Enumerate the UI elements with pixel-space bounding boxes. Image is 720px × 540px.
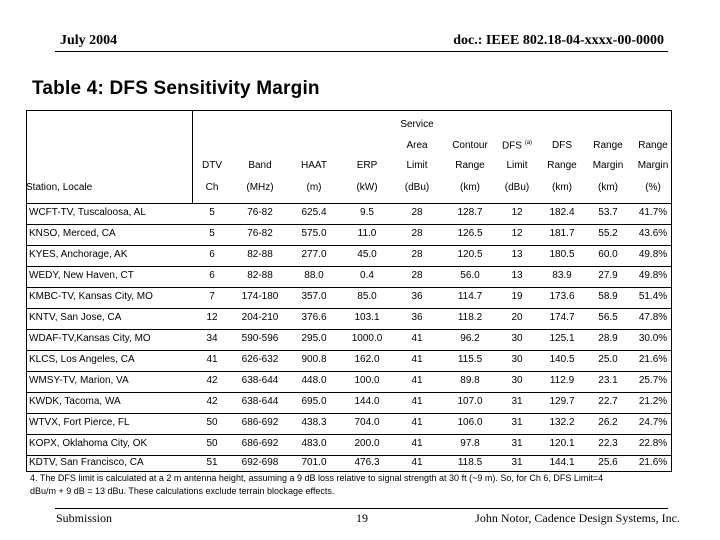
cell-ch: 51 [206,457,218,468]
cell-dfs-limit: 12 [511,207,523,218]
cell-band: 82-88 [247,270,273,281]
hdr-mhz: (MHz) [246,182,274,193]
hdr-dfs-a-sup: (a) [524,140,533,146]
cell-station: WTVX, Fort Pierce, FL [29,417,130,428]
cell-area: 36 [411,312,423,323]
cell-area: 41 [411,333,423,344]
cell-dfs-range: 144.1 [549,457,575,468]
hdr-dfs-a [492,140,542,151]
row-divider [27,224,671,225]
cell-range-margin-km: 58.9 [598,291,618,302]
cell-contour: 97.8 [460,438,480,449]
cell-band: 82-88 [247,249,273,260]
cell-area: 28 [411,207,423,218]
cell-ch: 6 [209,249,215,260]
cell-erp: 100.0 [354,375,380,386]
cell-dfs-range: 174.7 [549,312,575,323]
cell-area: 28 [411,228,423,239]
cell-dfs-range: 173.6 [549,291,575,302]
table-row [27,287,671,308]
cell-dfs-range: 180.5 [549,249,575,260]
cell-station: WMSY-TV, Marion, VA [29,375,129,386]
hdr-pct: (%) [645,182,661,193]
cell-band: 76-82 [247,207,273,218]
cell-haat: 575.0 [301,228,327,239]
cell-range-margin-km: 22.3 [598,438,618,449]
cell-ch: 6 [209,270,215,281]
cell-area: 41 [411,396,423,407]
table-row [27,434,671,455]
table-row [27,266,671,287]
cell-haat: 448.0 [301,375,327,386]
cell-haat: 483.0 [301,438,327,449]
cell-ch: 42 [206,396,218,407]
row-divider [27,371,671,372]
cell-band: 626-632 [241,354,279,365]
cell-haat: 701.0 [301,457,327,468]
cell-erp: 9.5 [360,207,374,218]
hdr-range2: Range [638,140,668,151]
row-divider [27,455,671,456]
cell-contour: 96.2 [460,333,480,344]
cell-contour: 126.5 [457,228,483,239]
footer-rule [55,508,668,509]
cell-erp: 704.0 [354,417,380,428]
hdr-contour: Contour [452,140,488,151]
cell-ch: 12 [206,312,218,323]
cell-band: 174-180 [241,291,279,302]
cell-dfs-limit: 13 [511,270,523,281]
cell-range-margin-pct: 24.7% [638,417,668,428]
cell-range-margin-pct: 21.2% [638,396,668,407]
row-divider [27,392,671,393]
cell-band: 638-644 [241,375,279,386]
cell-ch: 41 [206,354,218,365]
cell-ch: 50 [206,417,218,428]
cell-station: KNTV, San Jose, CA [29,312,122,323]
cell-station: WCFT-TV, Tuscaloosa, AL [29,207,146,218]
cell-station: WDAF-TV,Kansas City, MO [29,333,151,344]
row-divider [27,350,671,351]
cell-range-margin-pct: 25.7% [638,375,668,386]
cell-band: 204-210 [241,312,279,323]
header-rule [55,51,668,52]
cell-dfs-limit: 31 [511,457,523,468]
table-row [27,371,671,392]
cell-range-margin-km: 27.9 [598,270,618,281]
cell-station: KMBC-TV, Kansas City, MO [29,291,153,302]
cell-erp: 162.0 [354,354,380,365]
table-title: Table 4: DFS Sensitivity Margin [32,78,320,99]
cell-range-margin-km: 25.6 [598,457,618,468]
cell-station: KDTV, San Francisco, CA [29,457,144,468]
cell-station: WEDY, New Haven, CT [29,270,134,281]
hdr-range: Range [455,160,485,171]
cell-erp: 476.3 [354,457,380,468]
table-row [27,245,671,266]
header-date: July 2004 [60,33,118,48]
table-row [27,329,671,350]
cell-dfs-range: 112.9 [549,375,575,386]
cell-haat: 695.0 [301,396,327,407]
footnote [30,472,690,498]
hdr-km2: (km) [552,182,572,193]
table-row [27,455,671,471]
footer-page-number: 19 [356,511,368,525]
cell-dfs-range: 120.1 [549,438,575,449]
cell-haat: 357.0 [301,291,327,302]
hdr-dfs: DFS [552,140,572,151]
cell-dfs-range: 182.4 [549,207,575,218]
hdr-dfs-a-text: DFS [501,140,522,152]
cell-band: 76-82 [247,228,273,239]
cell-erp: 144.0 [354,396,380,407]
cell-haat: 376.6 [301,312,327,323]
cell-dfs-limit: 31 [511,396,523,407]
cell-dfs-range: 140.5 [549,354,575,365]
cell-range-margin-pct: 47.8% [638,312,668,323]
cell-station: KYES, Anchorage, AK [29,249,128,260]
cell-area: 41 [411,354,423,365]
cell-area: 28 [411,270,423,281]
table-row [27,203,671,224]
hdr-km3: (km) [598,182,618,193]
cell-range-margin-km: 56.5 [598,312,618,323]
dfs-table [26,110,672,472]
cell-erp: 0.4 [360,270,374,281]
table-row [27,308,671,329]
cell-dfs-limit: 31 [511,438,523,449]
cell-range-margin-pct: 21.6% [638,354,668,365]
cell-dfs-limit: 30 [511,354,523,365]
cell-contour: 56.0 [460,270,480,281]
hdr-limit1: Limit [406,160,428,171]
cell-range-margin-km: 22.7 [598,396,618,407]
cell-band: 638-644 [241,396,279,407]
cell-erp: 200.0 [354,438,380,449]
footnote-line-2: dBu/m + 9 dB = 13 dBu. These calculations exclude terrain blockage effects. [30,486,335,496]
cell-contour: 115.5 [457,354,483,365]
cell-area: 36 [411,291,423,302]
cell-dfs-limit: 30 [511,375,523,386]
hdr-station: Station, Locale [26,182,93,193]
hdr-dbu2: (dBu) [504,182,530,193]
cell-station: KNSO, Merced, CA [29,228,116,239]
cell-range-margin-pct: 22.8% [638,438,668,449]
footnote-line-1: 4. The DFS limit is calculated at a 2 m antenna height, assuming a 9 dB loss relative to signal strength at 30 ft (~9 m). So, for Ch 6, DFS Limit=4 [30,473,604,483]
cell-dfs-range: 129.7 [549,396,575,407]
cell-range-margin-pct: 51.4% [638,291,668,302]
row-divider [27,329,671,330]
hdr-dtv: DTV [202,160,222,171]
cell-dfs-limit: 12 [511,228,523,239]
hdr-erp: ERP [356,160,378,171]
cell-dfs-limit: 13 [511,249,523,260]
cell-contour: 114.7 [457,291,483,302]
cell-range-margin-km: 28.9 [598,333,618,344]
cell-erp: 11.0 [357,228,377,239]
cell-range-margin-km: 23.1 [598,375,618,386]
cell-range-margin-pct: 49.8% [638,270,668,281]
cell-station: KOPX, Oklahoma City, OK [29,438,148,449]
hdr-area: Area [406,140,428,151]
cell-range-margin-km: 53.7 [598,207,618,218]
row-divider [27,287,671,288]
cell-contour: 128.7 [457,207,483,218]
cell-dfs-limit: 31 [511,417,523,428]
cell-contour: 107.0 [457,396,483,407]
cell-band: 686-692 [241,417,279,428]
cell-haat: 277.0 [301,249,327,260]
cell-range-margin-pct: 43.6% [638,228,668,239]
cell-erp: 1000.0 [351,333,383,344]
cell-area: 41 [411,438,423,449]
hdr-range3: Range [547,160,577,171]
cell-range-margin-pct: 49.8% [638,249,668,260]
cell-erp: 45.0 [357,249,377,260]
footer-submission: Submission [56,511,113,525]
cell-erp: 85.0 [357,291,377,302]
cell-erp: 103.1 [354,312,380,323]
cell-contour: 118.5 [457,457,483,468]
cell-area: 41 [411,417,423,428]
cell-dfs-limit: 20 [511,312,523,323]
cell-contour: 89.8 [460,375,480,386]
footer-author: John Notor, Cadence Design Systems, Inc. [475,511,680,525]
hdr-m: (m) [306,182,322,193]
cell-station: KWDK, Tacoma, WA [29,396,121,407]
hdr-kw: (kW) [356,182,378,193]
cell-ch: 42 [206,375,218,386]
cell-dfs-range: 181.7 [549,228,575,239]
cell-range-margin-pct: 41.7% [638,207,668,218]
header-doc-id: doc.: IEEE 802.18-04-xxxx-00-0000 [453,33,664,48]
cell-ch: 5 [209,207,215,218]
table-row [27,224,671,245]
row-divider [27,308,671,309]
cell-range-margin-km: 26.2 [598,417,618,428]
row-divider [27,413,671,414]
cell-station: KLCS, Los Angeles, CA [29,354,135,365]
cell-range-margin-km: 25.0 [598,354,618,365]
cell-band: 590-596 [241,333,279,344]
cell-haat: 295.0 [301,333,327,344]
hdr-range1: Range [593,140,623,151]
hdr-margin2: Margin [637,160,669,171]
cell-contour: 120.5 [457,249,483,260]
cell-dfs-limit: 19 [511,291,523,302]
cell-dfs-range: 125.1 [549,333,575,344]
cell-area: 41 [411,375,423,386]
hdr-service: Service [400,119,434,130]
hdr-limit2: Limit [506,160,528,171]
cell-band: 692-698 [241,457,279,468]
cell-haat: 438.3 [301,417,327,428]
table-row [27,350,671,371]
cell-haat: 625.4 [301,207,327,218]
cell-ch: 50 [206,438,218,449]
cell-area: 28 [411,249,423,260]
cell-ch: 34 [206,333,218,344]
cell-haat: 88.0 [304,270,324,281]
cell-range-margin-km: 60.0 [598,249,618,260]
cell-dfs-range: 132.2 [549,417,575,428]
cell-range-margin-pct: 30.0% [638,333,668,344]
row-divider [27,434,671,435]
hdr-dbu1: (dBu) [404,182,430,193]
row-divider [27,266,671,267]
cell-haat: 900.8 [301,354,327,365]
row-divider [27,245,671,246]
hdr-ch: Ch [205,182,219,193]
cell-contour: 118.2 [457,312,483,323]
cell-band: 686-692 [241,438,279,449]
hdr-km1: (km) [460,182,480,193]
hdr-band: Band [248,160,272,171]
table-row [27,392,671,413]
cell-dfs-limit: 30 [511,333,523,344]
cell-area: 41 [411,457,423,468]
hdr-haat: HAAT [301,160,327,171]
hdr-margin1: Margin [592,160,624,171]
table-row [27,413,671,434]
cell-contour: 106.0 [457,417,483,428]
cell-ch: 7 [209,291,215,302]
cell-ch: 5 [209,228,215,239]
cell-range-margin-km: 55.2 [598,228,618,239]
cell-range-margin-pct: 21.6% [638,457,668,468]
cell-dfs-range: 83.9 [552,270,572,281]
